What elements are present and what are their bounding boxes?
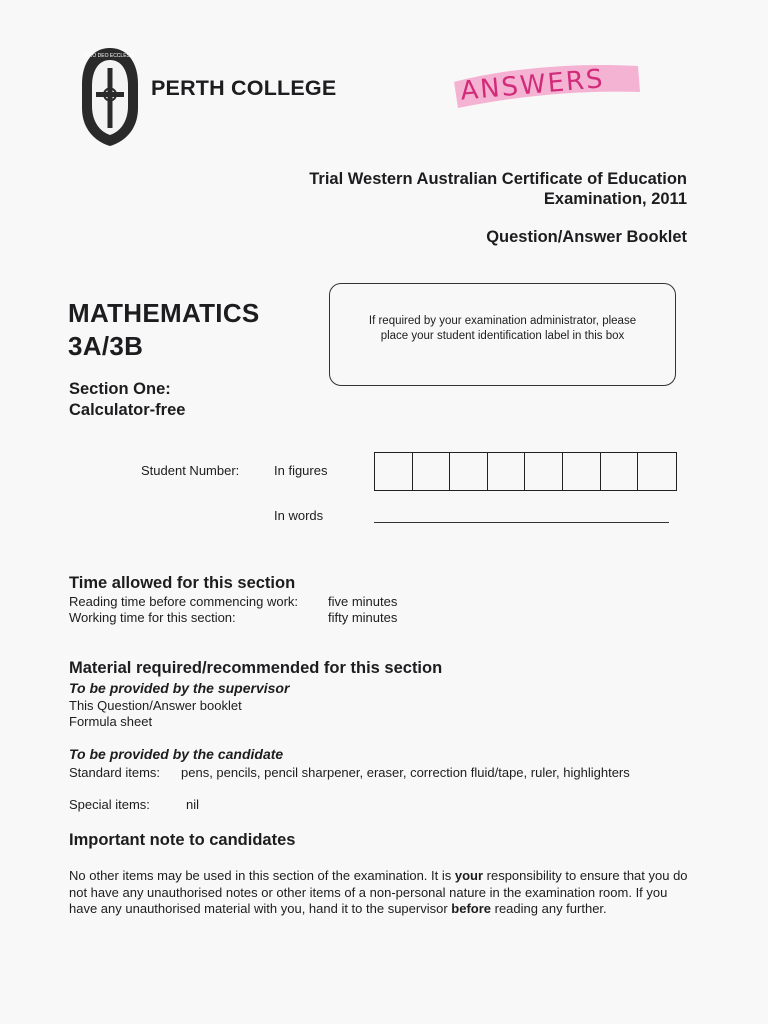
student-number-boxes — [374, 452, 677, 491]
material-heading: Material required/recommended for this section — [69, 659, 443, 677]
important-note-heading: Important note to candidates — [69, 831, 296, 849]
id-box-text-line1: If required by your examination administrator, please — [368, 315, 637, 327]
time-allowed-list — [69, 594, 397, 626]
exam-title-line1: Trial Western Australian Certificate of Education — [309, 170, 687, 188]
note-emphasis: before — [451, 901, 492, 916]
section-heading — [69, 379, 185, 421]
digit-box[interactable] — [638, 453, 676, 490]
answers-text: ANSWERS — [459, 64, 606, 107]
student-id-label-box — [329, 283, 676, 386]
supervisor-heading: To be provided by the supervisor — [69, 680, 290, 696]
subject-name: MATHEMATICS — [68, 298, 260, 328]
id-box-text-line2: place your student identification label in this box — [380, 330, 625, 342]
crest-motto: PRO DEO ECCLESIA — [85, 53, 135, 59]
note-part: responsibility to ensure that you do not have any unauthorised notes or other items of a non-personal nature in the examination room. If you have any unauthorised material with you, hand it to the supervisor — [69, 868, 688, 916]
subject-heading — [68, 297, 260, 363]
booklet-type: Question/Answer Booklet — [486, 228, 687, 246]
time-value: five minutes — [328, 594, 398, 609]
exam-title-line2: Examination, 2011 — [543, 190, 687, 208]
in-words-label: In words — [274, 508, 324, 523]
standard-items-row — [69, 765, 630, 781]
digit-box[interactable] — [525, 453, 563, 490]
digit-box[interactable] — [413, 453, 451, 490]
standard-items-label: Standard items: — [69, 765, 161, 780]
answers-handwritten-mark — [448, 52, 648, 112]
important-note-text — [69, 868, 694, 918]
note-emphasis: your — [454, 868, 484, 883]
digit-box[interactable] — [563, 453, 601, 490]
note-part: No other items may be used in this section of the examination. It is — [69, 868, 455, 883]
digit-box[interactable] — [450, 453, 488, 490]
digit-box[interactable] — [601, 453, 639, 490]
special-items-value: nil — [186, 797, 200, 812]
supervisor-item: Formula sheet — [69, 714, 153, 729]
time-allowed-heading: Time allowed for this section — [69, 574, 296, 592]
in-figures-label: In figures — [274, 463, 328, 478]
special-items-label: Special items: — [69, 797, 150, 812]
section-type: Calculator-free — [69, 401, 186, 419]
time-label: Reading time before commencing work: — [69, 594, 299, 609]
college-name: PERTH COLLEGE — [151, 76, 337, 100]
digit-box[interactable] — [375, 453, 413, 490]
time-row — [69, 594, 397, 610]
time-row — [69, 610, 397, 626]
candidate-heading: To be provided by the candidate — [69, 746, 284, 762]
special-items-row — [69, 797, 199, 813]
college-crest-logo — [79, 46, 141, 148]
supervisor-item: This Question/Answer booklet — [69, 698, 242, 713]
standard-items-value: pens, pencils, pencil sharpener, eraser, correction fluid/tape, ruler, highlighters — [181, 765, 630, 780]
exam-title — [309, 169, 687, 209]
in-words-line[interactable] — [374, 522, 669, 523]
subject-level: 3A/3B — [68, 331, 144, 361]
time-label: Working time for this section: — [69, 610, 236, 625]
supervisor-items — [69, 698, 242, 730]
section-number: Section One: — [69, 380, 171, 398]
digit-box[interactable] — [488, 453, 526, 490]
time-value: fifty minutes — [328, 610, 398, 625]
note-part: reading any further. — [491, 901, 607, 916]
student-number-label: Student Number: — [141, 463, 240, 478]
